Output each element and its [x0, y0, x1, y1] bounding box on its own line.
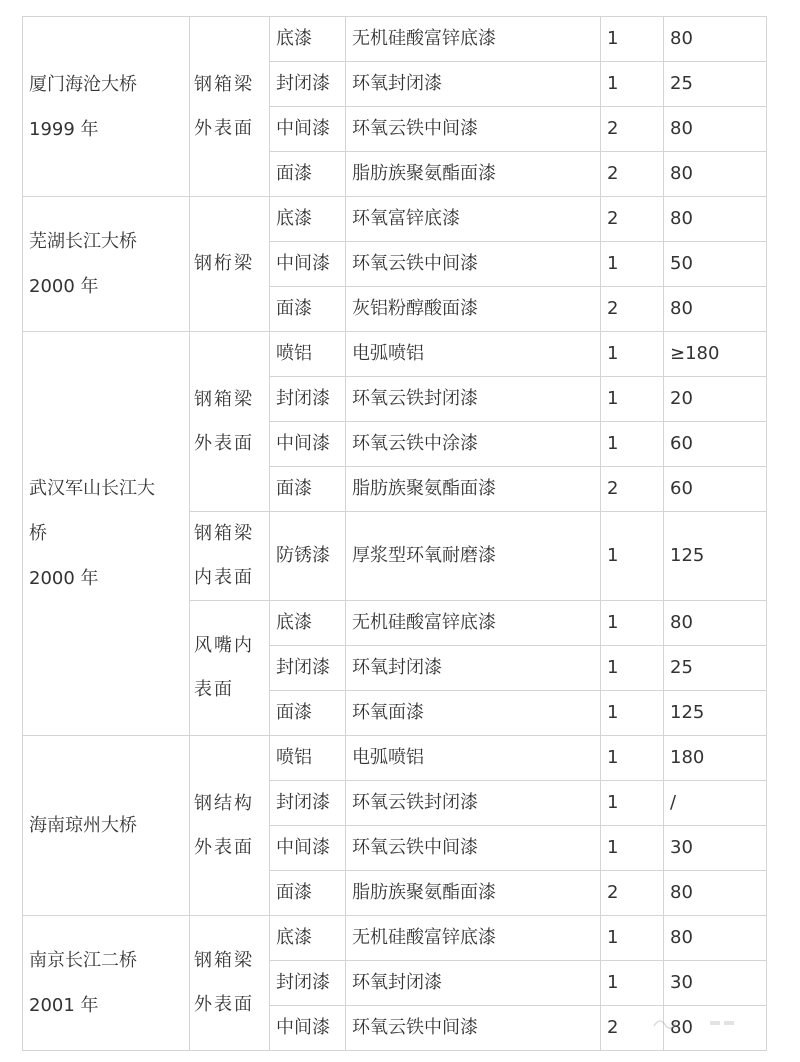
coating-type-cell: 封闭漆	[270, 646, 346, 691]
bridge-name-cell	[23, 736, 190, 916]
component-cell	[190, 17, 270, 197]
dry-film-thickness-cell: 25	[664, 62, 767, 107]
dry-film-thickness-cell: 80	[664, 107, 767, 152]
coating-type-cell: 防锈漆	[270, 512, 346, 601]
coat-count-cell: 1	[601, 646, 664, 691]
coating-material-cell: 脂肪族聚氨酯面漆	[346, 152, 601, 197]
coating-type-cell: 中间漆	[270, 422, 346, 467]
dry-film-thickness-cell: 50	[664, 242, 767, 287]
bridge-name-cell	[23, 332, 190, 736]
coat-count-cell: 1	[601, 736, 664, 781]
table-body	[23, 17, 767, 1051]
component-cell-line: 钢箱梁	[194, 388, 254, 410]
coating-material-cell: 环氧云铁封闭漆	[346, 781, 601, 826]
coat-count-cell: 2	[601, 287, 664, 332]
coating-material-cell: 电弧喷铝	[346, 736, 601, 781]
coating-material-cell: 环氧面漆	[346, 691, 601, 736]
component-cell-line: 风嘴内	[194, 635, 254, 656]
component-cell-line: 钢箱梁	[194, 523, 254, 544]
bridge-name-cell-line: 桥	[29, 523, 47, 544]
table-row	[23, 916, 767, 961]
coat-count-cell: 2	[601, 1006, 664, 1051]
table-row	[23, 17, 767, 62]
coating-type-cell: 中间漆	[270, 826, 346, 871]
component-cell	[190, 197, 270, 332]
bridge-name-cell-line: 海南琼州大桥	[29, 815, 137, 836]
bridge-name-cell	[23, 916, 190, 1051]
bridge-name-cell-line: 芜湖长江大桥	[29, 231, 137, 252]
coating-type-cell: 中间漆	[270, 242, 346, 287]
dry-film-thickness-cell: 60	[664, 422, 767, 467]
dry-film-thickness-cell: 80	[664, 871, 767, 916]
coat-count-cell: 1	[601, 377, 664, 422]
coating-type-cell: 底漆	[270, 17, 346, 62]
bridge-name-cell-line: 2000 年	[29, 276, 99, 297]
coating-type-cell: 底漆	[270, 601, 346, 646]
coating-material-cell: 电弧喷铝	[346, 332, 601, 377]
coat-count-cell: 1	[601, 601, 664, 646]
coating-material-cell: 环氧云铁中间漆	[346, 826, 601, 871]
coat-count-cell: 1	[601, 62, 664, 107]
coating-material-cell: 无机硅酸富锌底漆	[346, 601, 601, 646]
coating-type-cell: 中间漆	[270, 107, 346, 152]
coating-material-cell: 环氧富锌底漆	[346, 197, 601, 242]
component-cell-line: 钢箱梁	[194, 950, 254, 971]
dry-film-thickness-cell: 30	[664, 826, 767, 871]
coating-type-cell: 封闭漆	[270, 961, 346, 1006]
coat-count-cell: 2	[601, 107, 664, 152]
coat-count-cell: 2	[601, 467, 664, 512]
component-cell	[190, 512, 270, 601]
dry-film-thickness-cell: 60	[664, 467, 767, 512]
coating-material-cell: 脂肪族聚氨酯面漆	[346, 467, 601, 512]
coat-count-cell: 2	[601, 871, 664, 916]
coat-count-cell: 1	[601, 916, 664, 961]
coating-material-cell: 环氧云铁中间漆	[346, 1006, 601, 1051]
coating-material-cell: 灰铝粉醇酸面漆	[346, 287, 601, 332]
coating-type-cell: 封闭漆	[270, 62, 346, 107]
coating-material-cell: 无机硅酸富锌底漆	[346, 916, 601, 961]
coating-material-cell: 厚浆型环氧耐磨漆	[346, 512, 601, 601]
component-cell-line: 外表面	[194, 994, 254, 1015]
coating-material-cell: 环氧云铁封闭漆	[346, 377, 601, 422]
coating-type-cell: 喷铝	[270, 332, 346, 377]
component-cell	[190, 601, 270, 736]
component-cell	[190, 916, 270, 1051]
component-cell-line: 钢桁梁	[194, 253, 254, 274]
table-row	[23, 197, 767, 242]
dry-film-thickness-cell: 80	[664, 916, 767, 961]
component-cell-line: 外表面	[194, 836, 254, 858]
component-cell	[190, 332, 270, 512]
bridge-name-cell	[23, 197, 190, 332]
coat-count-cell: 2	[601, 152, 664, 197]
coating-spec-table	[22, 16, 767, 1051]
dry-film-thickness-cell: 30	[664, 961, 767, 1006]
bridge-name-cell-line: 南京长江二桥	[29, 950, 137, 971]
coating-material-cell: 环氧封闭漆	[346, 961, 601, 1006]
dry-film-thickness-cell: 80	[664, 1006, 767, 1051]
dry-film-thickness-cell: 80	[664, 152, 767, 197]
coat-count-cell: 1	[601, 691, 664, 736]
coating-type-cell: 底漆	[270, 916, 346, 961]
coating-material-cell: 环氧云铁中间漆	[346, 242, 601, 287]
coating-type-cell: 封闭漆	[270, 377, 346, 422]
coat-count-cell: 1	[601, 422, 664, 467]
coating-material-cell: 脂肪族聚氨酯面漆	[346, 871, 601, 916]
coating-material-cell: 环氧云铁中涂漆	[346, 422, 601, 467]
bridge-name-cell-line: 2001 年	[29, 995, 99, 1016]
coat-count-cell: 1	[601, 826, 664, 871]
dry-film-thickness-cell: 125	[664, 512, 767, 601]
coating-type-cell: 面漆	[270, 691, 346, 736]
coating-type-cell: 中间漆	[270, 1006, 346, 1051]
coating-type-cell: 底漆	[270, 197, 346, 242]
dry-film-thickness-cell: 180	[664, 736, 767, 781]
component-cell-line: 内表面	[194, 567, 254, 588]
coating-material-cell: 环氧封闭漆	[346, 646, 601, 691]
bridge-name-cell-line: 2000 年	[29, 568, 99, 589]
component-cell-line: 钢箱梁	[194, 73, 254, 95]
component-cell-line: 钢结构	[194, 792, 254, 814]
coating-material-cell: 环氧云铁中间漆	[346, 107, 601, 152]
table-row	[23, 736, 767, 781]
bridge-name-cell	[23, 17, 190, 197]
coating-type-cell: 面漆	[270, 287, 346, 332]
coat-count-cell: 1	[601, 781, 664, 826]
coating-type-cell: 面漆	[270, 152, 346, 197]
coat-count-cell: 1	[601, 332, 664, 377]
component-cell-line: 外表面	[194, 432, 254, 454]
dry-film-thickness-cell: 125	[664, 691, 767, 736]
coat-count-cell: 1	[601, 242, 664, 287]
dry-film-thickness-cell: 80	[664, 287, 767, 332]
dry-film-thickness-cell: 25	[664, 646, 767, 691]
watermark-icon	[650, 1012, 760, 1034]
dry-film-thickness-cell: 80	[664, 601, 767, 646]
coating-type-cell: 面漆	[270, 871, 346, 916]
coating-type-cell: 面漆	[270, 467, 346, 512]
dry-film-thickness-cell: ≥180	[664, 332, 767, 377]
bridge-name-cell-line: 1999 年	[29, 118, 99, 140]
component-cell-line: 表面	[194, 679, 234, 700]
component-cell-line: 外表面	[194, 117, 254, 139]
dry-film-thickness-cell: 80	[664, 197, 767, 242]
bridge-name-cell-line: 厦门海沧大桥	[29, 73, 137, 95]
coating-material-cell: 无机硅酸富锌底漆	[346, 17, 601, 62]
coat-count-cell: 2	[601, 197, 664, 242]
coat-count-cell: 1	[601, 17, 664, 62]
dry-film-thickness-cell: 20	[664, 377, 767, 422]
coating-material-cell: 环氧封闭漆	[346, 62, 601, 107]
dry-film-thickness-cell: /	[664, 781, 767, 826]
table-row	[23, 332, 767, 377]
dry-film-thickness-cell: 80	[664, 17, 767, 62]
bridge-name-cell-line: 武汉军山长江大	[29, 478, 155, 499]
coating-type-cell: 封闭漆	[270, 781, 346, 826]
component-cell	[190, 736, 270, 916]
coat-count-cell: 1	[601, 961, 664, 1006]
coating-type-cell: 喷铝	[270, 736, 346, 781]
coat-count-cell: 1	[601, 512, 664, 601]
